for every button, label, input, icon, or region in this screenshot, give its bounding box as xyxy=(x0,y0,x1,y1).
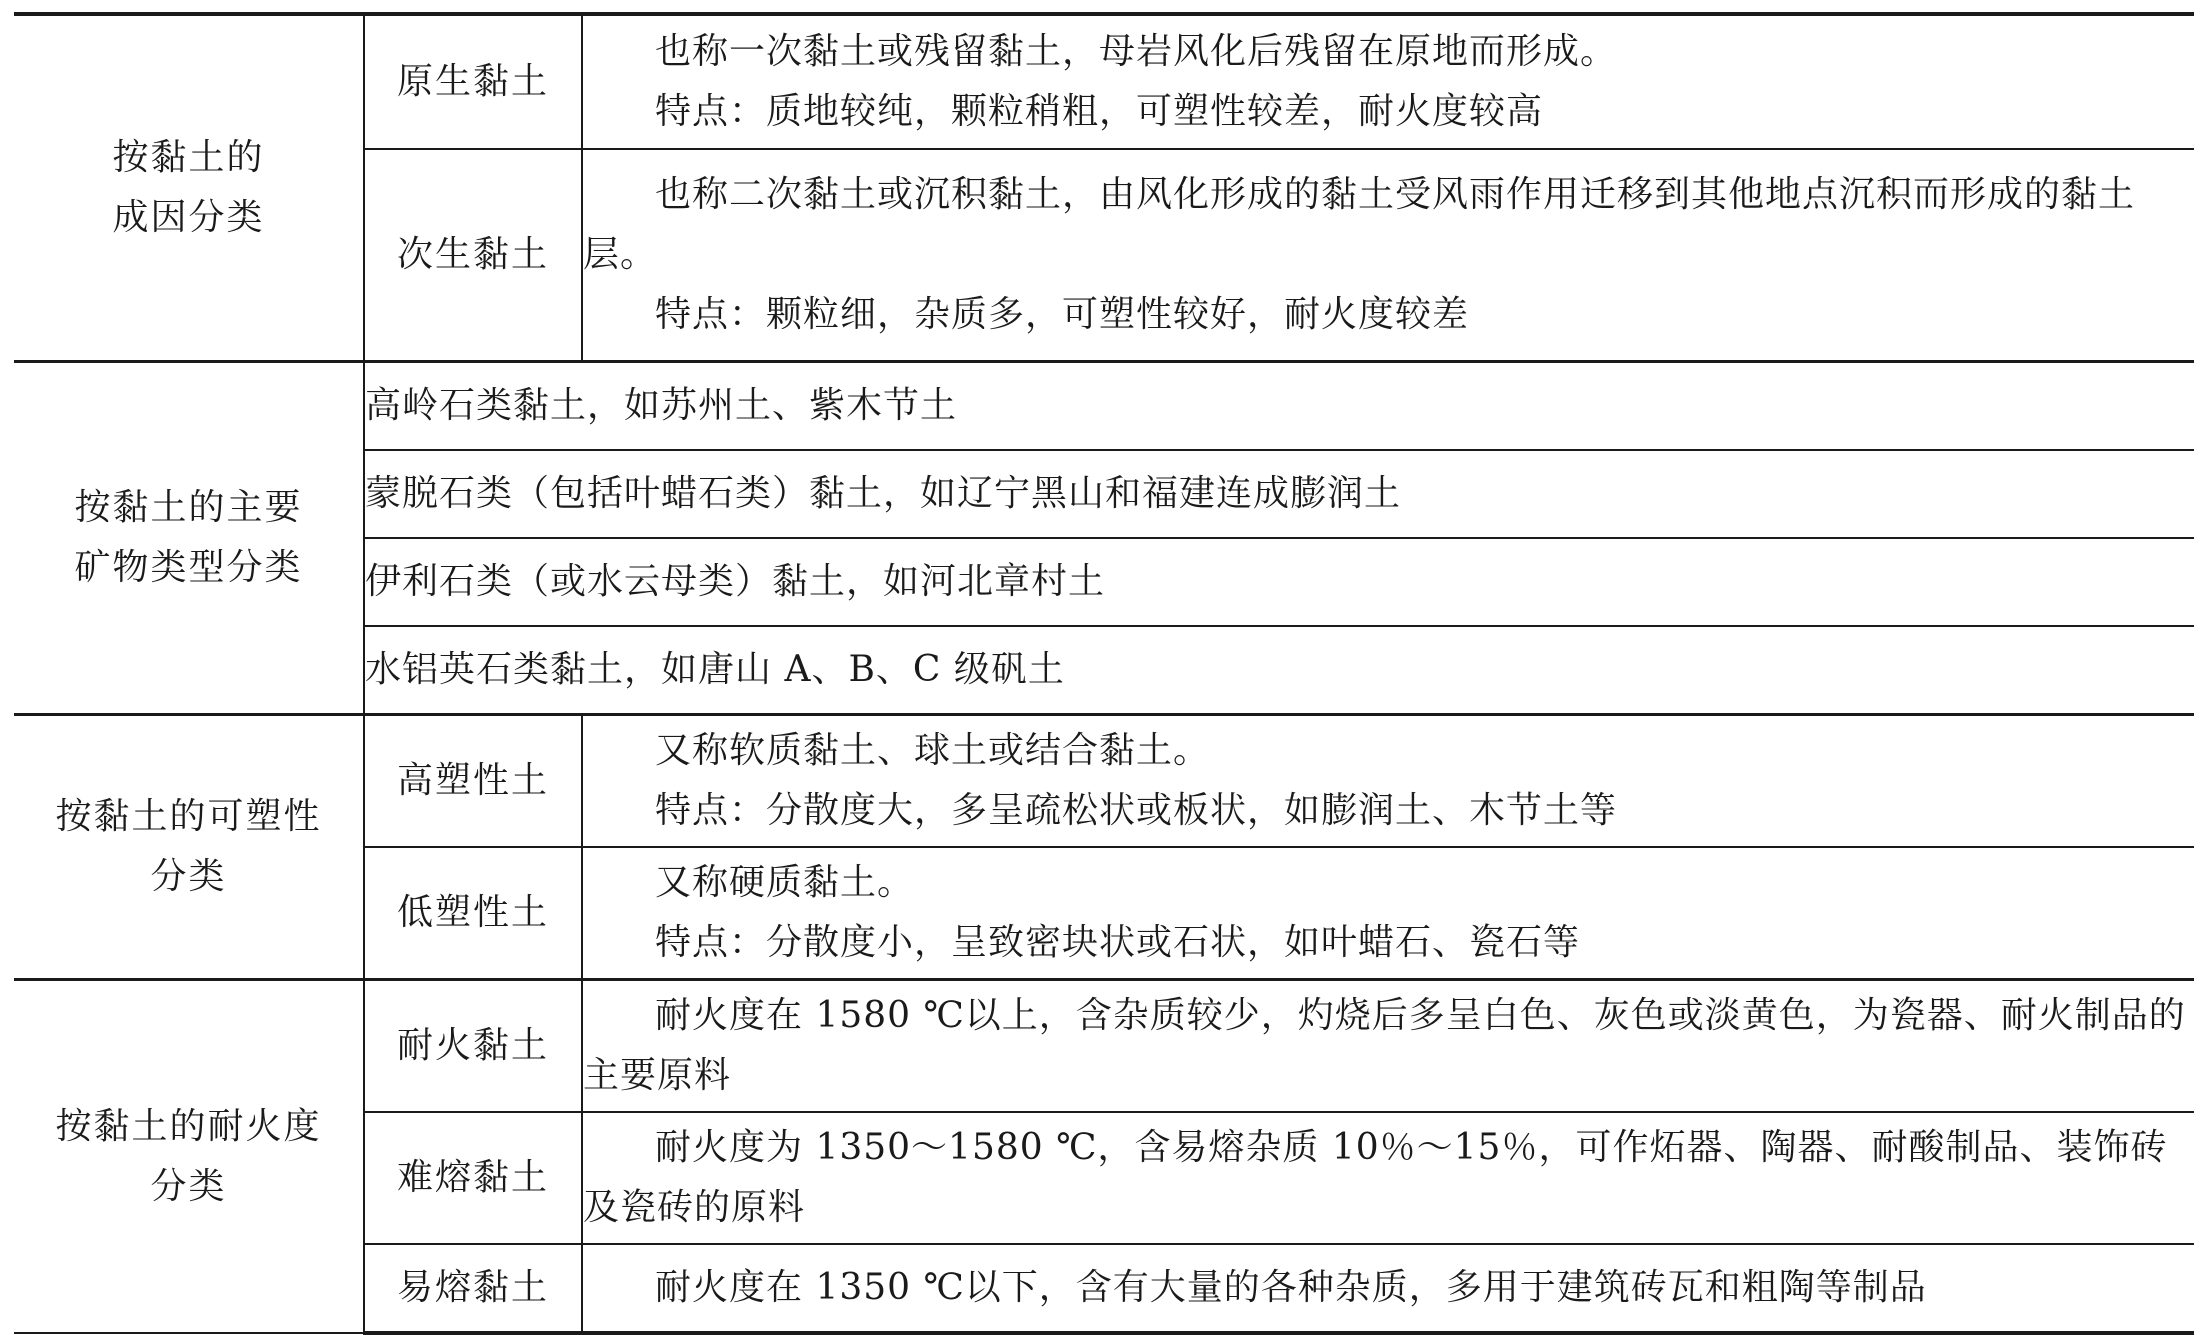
description-line: 也称二次黏土或沉积黏土，由风化形成的黏土受风雨作用迁移到其他地点沉积而形成的黏土层。 xyxy=(583,174,2136,275)
category-line: 按黏土的可塑性 xyxy=(55,796,322,837)
description-line: 特点：分散度大，多呈疏松状或板状，如膨润土、木节土等 xyxy=(655,790,1618,831)
description-cell xyxy=(582,715,2194,848)
description-line: 耐火度为 1350～1580 ℃，含易熔杂质 10％～15％，可作炻器、陶器、耐酸制品、装饰砖及瓷砖的原料 xyxy=(583,1127,2168,1228)
table-row xyxy=(14,14,2194,149)
category-line: 按黏土的耐火度 xyxy=(55,1105,322,1147)
category-line: 按黏土的 xyxy=(112,137,265,178)
subtype-cell: 耐火黏土 xyxy=(364,980,582,1113)
table-row xyxy=(14,362,2194,451)
category-line: 按黏土的主要 xyxy=(74,487,303,528)
description-line: 也称一次黏土或残留黏土，母岩风化后残留在原地而形成。 xyxy=(655,31,1618,72)
subtype-cell: 易熔黏土 xyxy=(364,1244,582,1333)
category-genesis xyxy=(14,14,364,362)
subtype-cell: 高塑性土 xyxy=(364,715,582,848)
mineral-item: 高岭石类黏土，如苏州土、紫木节土 xyxy=(364,362,2194,451)
description-cell xyxy=(582,1112,2194,1244)
category-line: 分类 xyxy=(150,1165,227,1207)
category-refractoriness xyxy=(14,980,364,1334)
subtype-cell: 次生黏土 xyxy=(364,149,582,362)
clay-classification-table xyxy=(14,12,2194,1335)
table-row xyxy=(14,715,2194,848)
mineral-item: 蒙脱石类（包括叶蜡石类）黏土，如辽宁黑山和福建连成膨润土 xyxy=(364,450,2194,538)
category-line: 分类 xyxy=(150,856,227,897)
description-line: 又称硬质黏土。 xyxy=(655,862,915,903)
category-plasticity xyxy=(14,715,364,980)
description-cell xyxy=(582,980,2194,1113)
mineral-item: 水铝英石类黏土，如唐山 A、B、C 级矾土 xyxy=(364,626,2194,715)
mineral-item: 伊利石类（或水云母类）黏土，如河北章村土 xyxy=(364,538,2194,626)
description-line: 特点：颗粒细，杂质多，可塑性较好，耐火度较差 xyxy=(655,294,1470,335)
subtype-cell: 难熔黏土 xyxy=(364,1112,582,1244)
table-row xyxy=(14,980,2194,1113)
category-mineral xyxy=(14,362,364,715)
category-line: 成因分类 xyxy=(112,197,265,238)
description-line: 特点：质地较纯，颗粒稍粗，可塑性较差，耐火度较高 xyxy=(655,91,1544,132)
description-line: 又称软质黏土、球土或结合黏土。 xyxy=(655,730,1211,771)
description-cell xyxy=(582,14,2194,149)
description-line: 特点：分散度小，呈致密块状或石状，如叶蜡石、瓷石等 xyxy=(655,922,1581,963)
subtype-cell: 原生黏土 xyxy=(364,14,582,149)
description-cell xyxy=(582,149,2194,362)
subtype-cell: 低塑性土 xyxy=(364,847,582,980)
category-line: 矿物类型分类 xyxy=(74,547,303,588)
description-line: 耐火度在 1350 ℃以下，含有大量的各种杂质，多用于建筑砖瓦和粗陶等制品 xyxy=(655,1267,1927,1308)
description-cell xyxy=(582,847,2194,980)
description-line: 耐火度在 1580 ℃以上，含杂质较少，灼烧后多呈白色、灰色或淡黄色，为瓷器、耐火制品的主要原料 xyxy=(583,995,2186,1096)
